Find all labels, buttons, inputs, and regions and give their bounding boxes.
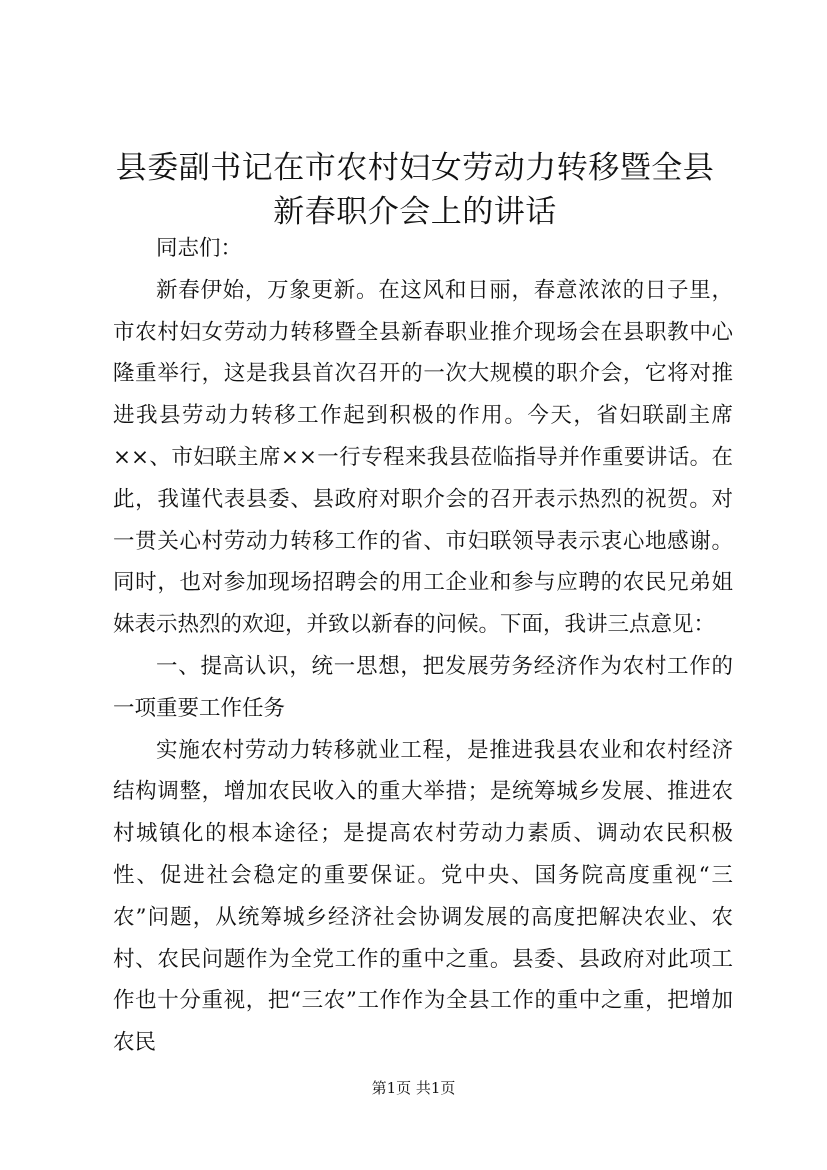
section-heading-1: 一、提高认识，统一思想，把发展劳务经济作为农村工作的一项重要工作任务 (113, 653, 733, 721)
paragraph-opening: 新春伊始，万象更新。在这风和日丽，春意浓浓的日子里，市农村妇女劳动力转移暨全县新春职业推介现场会在县职教中心隆重举行，这是我县首次召开的一次大规模的职介会，它将对推进我县劳动力转移工作起到积极的作用。今天，省妇联副主席××、市妇联主席××一行专程来我县莅临指导并作重要讲话。在此，我谨代表县委、县政府对职介会的召开表示热烈的祝贺。对一贯关心村劳动力转移工作的省、市妇联领导表示衷心地感谢。同时，也对参加现场招聘会的用工企业和参与应聘的农民兄弟姐妹表示热烈的欢迎，并致以新春的问候。下面，我讲三点意见： (113, 277, 733, 638)
document-body (113, 228, 733, 1064)
salutation: 同志们： (156, 236, 243, 261)
document-title: 县委副书记在市农村妇女劳动力转移暨全县新春职介会上的讲话 (115, 150, 715, 230)
paragraph-section-1: 实施农村劳动力转移就业工程，是推进我县农业和农村经济结构调整，增加农民收入的重大举措；是统筹城乡发展、推进农村城镇化的根本途径；是提高农村劳动力素质、调动农民积极性、促进社会稳定的重要保证。党中央、国务院高度重视“三农”问题，从统筹城乡经济社会协调发展的高度把解决农业、农村、农民问题作为全党工作的重中之重。县委、县政府对此项工作也十分重视，把“三农”工作作为全县工作的重中之重，把增加农民 (113, 737, 733, 1056)
page-footer: 第1页 共1页 (371, 1079, 456, 1097)
